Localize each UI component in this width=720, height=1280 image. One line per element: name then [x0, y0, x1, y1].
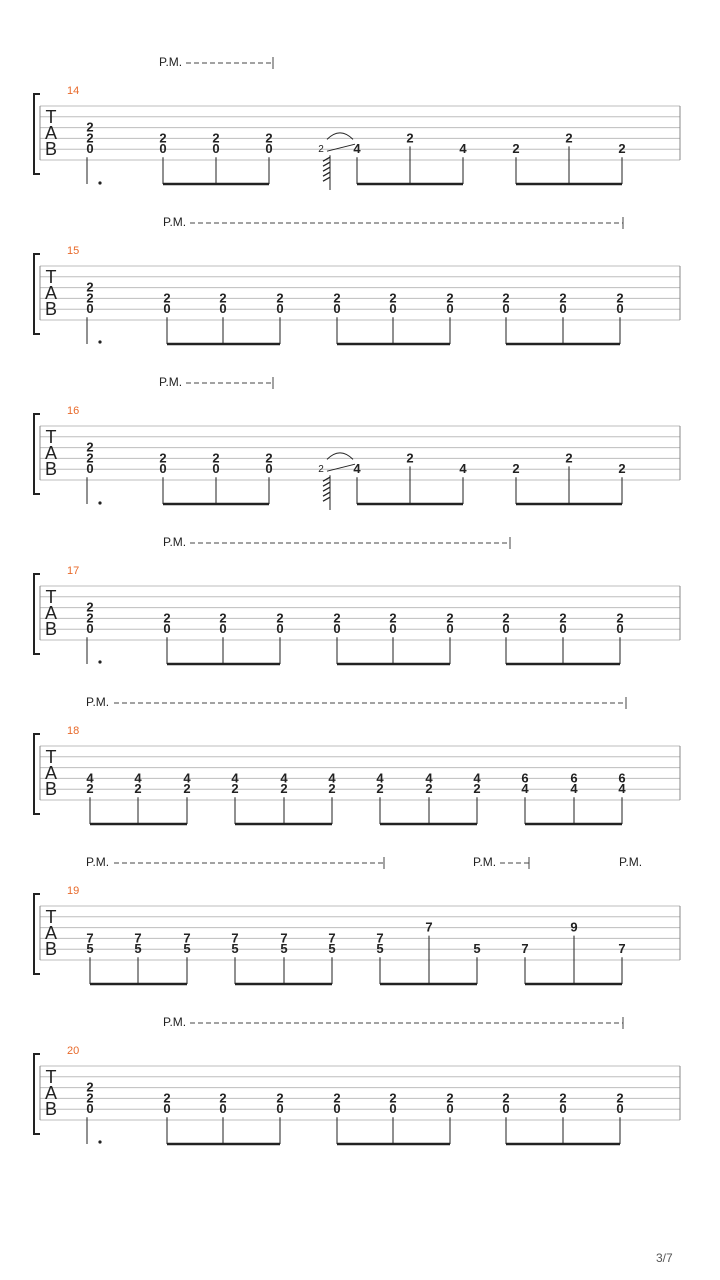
- fret-number: 2: [389, 610, 397, 626]
- fret-number: 2: [502, 610, 510, 626]
- fret-number: 2: [159, 130, 167, 146]
- fret-number: 0: [616, 1101, 624, 1117]
- fret-number: 2: [502, 290, 510, 306]
- fret-number: 2: [231, 781, 239, 797]
- fret-number: 2: [219, 1090, 227, 1106]
- fret-number: 7: [134, 930, 142, 946]
- tab-clef-letter: A: [44, 923, 58, 943]
- tab-clef-letter: A: [44, 1083, 58, 1103]
- fret-number: 5: [134, 941, 142, 957]
- fret-number: 2: [163, 610, 171, 626]
- fret-number: 4: [459, 141, 467, 157]
- fret-number: 2: [559, 610, 567, 626]
- fret-number: 2: [446, 610, 454, 626]
- fret-number: 0: [333, 621, 341, 637]
- fret-number: 5: [86, 941, 94, 957]
- fret-number: 2: [280, 781, 288, 797]
- fret-number: 0: [333, 1101, 341, 1117]
- tab-clef-letter: T: [45, 587, 57, 607]
- tab-system: [34, 215, 680, 344]
- tab-clef-letter: A: [44, 443, 58, 463]
- fret-number: 2: [446, 1090, 454, 1106]
- fret-number: 2: [86, 290, 94, 306]
- fret-number: 4: [618, 781, 626, 797]
- fret-number: 0: [276, 1101, 284, 1117]
- palm-mute-label: P.M.: [473, 855, 497, 869]
- fret-number: 6: [570, 770, 578, 786]
- system-bracket: [34, 894, 40, 974]
- fret-number: 2: [406, 130, 414, 146]
- fret-number: 2: [86, 1079, 94, 1095]
- fret-number: 0: [163, 621, 171, 637]
- fret-number: 4: [425, 770, 433, 786]
- fret-number: 2: [376, 781, 384, 797]
- fret-number: 2: [86, 610, 94, 626]
- tab-clef-letter: B: [44, 1099, 58, 1119]
- tab-clef-letter: B: [44, 459, 58, 479]
- dot: [98, 1140, 101, 1143]
- fret-number: 2: [425, 781, 433, 797]
- fret-number: 4: [521, 781, 529, 797]
- fret-number: 2: [565, 130, 573, 146]
- tab-clef-letter: T: [45, 107, 57, 127]
- fret-number: 4: [473, 770, 481, 786]
- fret-number: 0: [86, 1101, 94, 1117]
- fret-number: 2: [134, 781, 142, 797]
- tab-clef-letter: B: [44, 779, 58, 799]
- tab-clef-letter: T: [45, 907, 57, 927]
- fret-number: 2: [389, 290, 397, 306]
- palm-mute-label: P.M.: [619, 855, 643, 869]
- tab-clef-letter: B: [44, 299, 58, 319]
- fret-number: 2: [163, 290, 171, 306]
- slide-line: [327, 144, 355, 151]
- fret-number: 5: [328, 941, 336, 957]
- fret-number: 5: [280, 941, 288, 957]
- fret-number: 2: [86, 439, 94, 455]
- fret-number: 0: [265, 461, 273, 477]
- palm-mute-label: P.M.: [159, 55, 183, 69]
- tab-system: [34, 375, 680, 510]
- fret-number: 2: [502, 1090, 510, 1106]
- fret-number: 7: [280, 930, 288, 946]
- fret-number: 0: [559, 1101, 567, 1117]
- fret-number: 2: [276, 610, 284, 626]
- page-number: 3/7: [656, 1251, 673, 1265]
- fret-number: 0: [276, 621, 284, 637]
- fret-number: 0: [219, 301, 227, 317]
- fret-number: 5: [231, 941, 239, 957]
- tab-clef-letter: B: [44, 619, 58, 639]
- fret-number: 2: [183, 781, 191, 797]
- fret-number: 0: [446, 301, 454, 317]
- fret-number: 7: [328, 930, 336, 946]
- grace-note: 2: [318, 144, 324, 156]
- fret-number: 0: [616, 301, 624, 317]
- fret-number: 0: [502, 1101, 510, 1117]
- fret-number: 0: [559, 621, 567, 637]
- fret-number: 6: [618, 770, 626, 786]
- fret-number: 7: [183, 930, 191, 946]
- fret-number: 2: [333, 610, 341, 626]
- fret-number: 2: [446, 290, 454, 306]
- fret-number: 0: [163, 1101, 171, 1117]
- fret-number: 2: [616, 610, 624, 626]
- palm-mute-label: P.M.: [86, 855, 110, 869]
- fret-number: 0: [389, 621, 397, 637]
- tab-system: [34, 55, 680, 190]
- system-bracket: [34, 94, 40, 174]
- tab-system: [34, 535, 680, 664]
- fret-number: 4: [183, 770, 191, 786]
- fret-number: 6: [521, 770, 529, 786]
- fret-number: 2: [86, 781, 94, 797]
- fret-number: 2: [328, 781, 336, 797]
- fret-number: 4: [376, 770, 384, 786]
- fret-number: 2: [265, 130, 273, 146]
- fret-number: 2: [616, 1090, 624, 1106]
- palm-mute-label: P.M.: [163, 215, 187, 229]
- palm-mute-label: P.M.: [163, 1015, 187, 1029]
- fret-number: 9: [570, 919, 578, 935]
- measure-number: 18: [67, 725, 80, 737]
- fret-number: 2: [406, 450, 414, 466]
- fret-number: 2: [512, 141, 520, 157]
- fret-number: 2: [618, 141, 626, 157]
- measure-number: 17: [67, 565, 80, 577]
- fret-number: 2: [565, 450, 573, 466]
- measure-number: 16: [67, 405, 80, 417]
- tab-clef-letter: A: [44, 603, 58, 623]
- fret-number: 2: [265, 450, 273, 466]
- fret-number: 2: [618, 461, 626, 477]
- fret-number: 2: [212, 130, 220, 146]
- fret-number: 2: [512, 461, 520, 477]
- fret-number: 4: [353, 461, 361, 477]
- fret-number: 0: [616, 621, 624, 637]
- fret-number: 0: [163, 301, 171, 317]
- tab-clef-letter: A: [44, 123, 58, 143]
- fret-number: 4: [134, 770, 142, 786]
- system-bracket: [34, 414, 40, 494]
- fret-number: 5: [376, 941, 384, 957]
- fret-number: 0: [559, 301, 567, 317]
- tab-clef-letter: T: [45, 747, 57, 767]
- measure-number: 14: [67, 85, 80, 97]
- fret-number: 0: [333, 301, 341, 317]
- fret-number: 0: [86, 301, 94, 317]
- fret-number: 4: [570, 781, 578, 797]
- fret-number: 0: [212, 461, 220, 477]
- fret-number: 7: [425, 919, 433, 935]
- fret-number: 0: [159, 461, 167, 477]
- fret-number: 2: [276, 1090, 284, 1106]
- dot: [98, 181, 101, 184]
- fret-number: 2: [86, 450, 94, 466]
- fret-number: 2: [219, 610, 227, 626]
- fret-number: 7: [618, 941, 626, 957]
- dot: [98, 660, 101, 663]
- fret-number: 0: [159, 141, 167, 157]
- fret-number: 0: [212, 141, 220, 157]
- palm-mute-label: P.M.: [86, 695, 110, 709]
- fret-number: 0: [219, 1101, 227, 1117]
- fret-number: 2: [86, 1090, 94, 1106]
- measure-number: 20: [67, 1045, 80, 1057]
- tab-clef-letter: T: [45, 427, 57, 447]
- system-bracket: [34, 254, 40, 334]
- fret-number: 2: [212, 450, 220, 466]
- slide-line: [327, 464, 355, 471]
- fret-number: 0: [389, 301, 397, 317]
- fret-number: 0: [86, 461, 94, 477]
- fret-number: 5: [473, 941, 481, 957]
- fret-number: 2: [389, 1090, 397, 1106]
- fret-number: 0: [86, 621, 94, 637]
- fret-number: 4: [328, 770, 336, 786]
- fret-number: 0: [502, 301, 510, 317]
- fret-number: 2: [163, 1090, 171, 1106]
- tab-clef-letter: A: [44, 763, 58, 783]
- fret-number: 2: [86, 599, 94, 615]
- dot: [98, 340, 101, 343]
- fret-number: 0: [276, 301, 284, 317]
- fret-number: 5: [183, 941, 191, 957]
- measure-number: 19: [67, 885, 80, 897]
- fret-number: 7: [376, 930, 384, 946]
- fret-number: 4: [459, 461, 467, 477]
- fret-number: 2: [616, 290, 624, 306]
- fret-number: 2: [333, 1090, 341, 1106]
- fret-number: 0: [389, 1101, 397, 1117]
- fret-number: 0: [86, 141, 94, 157]
- tab-clef-letter: B: [44, 939, 58, 959]
- tab-clef-letter: T: [45, 1067, 57, 1087]
- fret-number: 4: [86, 770, 94, 786]
- system-bracket: [34, 574, 40, 654]
- grace-note: 2: [318, 464, 324, 476]
- fret-number: 2: [559, 290, 567, 306]
- fret-number: 2: [219, 290, 227, 306]
- fret-number: 2: [86, 279, 94, 295]
- fret-number: 2: [276, 290, 284, 306]
- fret-number: 0: [446, 621, 454, 637]
- fret-number: 0: [446, 1101, 454, 1117]
- dot: [98, 501, 101, 504]
- fret-number: 0: [265, 141, 273, 157]
- tab-clef-letter: B: [44, 139, 58, 159]
- system-bracket: [34, 1054, 40, 1134]
- tab-clef-letter: A: [44, 283, 58, 303]
- fret-number: 7: [231, 930, 239, 946]
- measure-number: 15: [67, 245, 80, 257]
- fret-number: 2: [559, 1090, 567, 1106]
- palm-mute-label: P.M.: [159, 375, 183, 389]
- fret-number: 4: [353, 141, 361, 157]
- palm-mute-label: P.M.: [163, 535, 187, 549]
- fret-number: 0: [219, 621, 227, 637]
- tab-system: [34, 1015, 680, 1144]
- fret-number: 2: [86, 130, 94, 146]
- tab-system: [34, 695, 680, 824]
- fret-number: 2: [159, 450, 167, 466]
- fret-number: 2: [473, 781, 481, 797]
- system-bracket: [34, 734, 40, 814]
- tab-clef-letter: T: [45, 267, 57, 287]
- fret-number: 7: [86, 930, 94, 946]
- fret-number: 0: [502, 621, 510, 637]
- fret-number: 7: [521, 941, 529, 957]
- fret-number: 4: [280, 770, 288, 786]
- fret-number: 2: [86, 119, 94, 135]
- fret-number: 4: [231, 770, 239, 786]
- tab-system: [34, 855, 680, 984]
- fret-number: 2: [333, 290, 341, 306]
